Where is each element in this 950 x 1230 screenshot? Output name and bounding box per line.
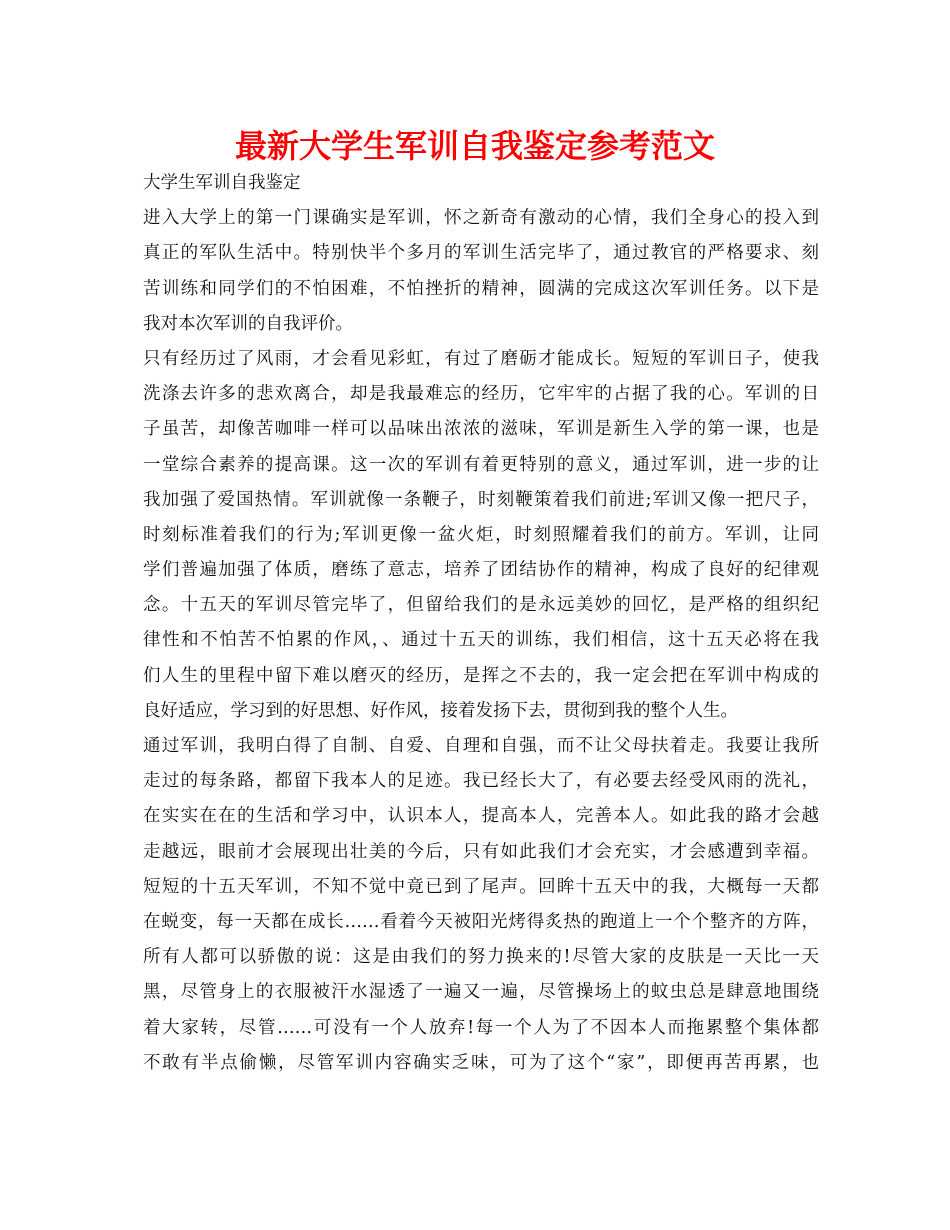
body-text-line: 洗涤去许多的悲欢离合，却是我最难忘的经历，它牢牢的占据了我的心。军训的日 [143,384,819,405]
body-text-line: 真正的军队生活中。特别快半个多月的军训生活完毕了，通过教官的严格要求、刻 [143,243,819,264]
body-text-line: 时刻标准着我们的行为;军训更像一盆火炬，时刻照耀着我们的前方。军训，让同 [143,524,819,545]
body-text-line: 黑，尽管身上的衣服被汗水湿透了一遍又一遍，尽管操场上的蚊虫总是肆意地围绕 [143,982,819,1003]
body-text-line: 们人生的里程中留下难以磨灭的经历，是挥之不去的，我一定会把在军训中构成的 [143,665,819,686]
body-text-line: 只有经历过了风雨，才会看见彩虹，有过了磨砺才能成长。短短的军训日子，使我 [143,348,819,369]
body-text-line: 苦训练和同学们的不怕困难，不怕挫折的精神，圆满的完成这次军训任务。以下是 [143,278,819,299]
body-text-line: 念。十五天的军训尽管完毕了，但留给我们的是永远美妙的回忆，是严格的组织纪 [143,595,819,616]
body-text-line: 学们普遍加强了体质，磨练了意志，培养了团结协作的精神，构成了良好的纪律观 [143,560,819,581]
body-text-line: 律性和不怕苦不怕累的作风，、通过十五天的训练，我们相信，这十五天必将在我 [143,630,819,651]
body-text-line: 短短的十五天军训，不知不觉中竟已到了尾声。回眸十五天中的我，大概每一天都 [143,876,819,897]
document-title: 最新大学生军训自我鉴定参考范文 [234,127,715,165]
body-text-line: 我对本次军训的自我评价。 [143,313,353,334]
document-body [143,166,819,1081]
body-text-line: 着大家转，尽管……可没有一个人放弃!每一个人为了不因本人而拖累整个集体都 [143,1017,819,1038]
body-text-line: 进入大学上的第一门课确实是军训，怀之新奇有激动的心情，我们全身心的投入到 [143,208,819,229]
body-text-line: 走越远，眼前才会展现出壮美的今后，只有如此我们才会充实，才会感遭到幸福。 [143,841,819,862]
body-text-line: 所有人都可以骄傲的说：这是由我们的努力换来的!尽管大家的皮肤是一天比一天 [143,947,819,968]
body-text-line: 在实实在在的生活和学习中，认识本人，提高本人，完善本人。如此我的路才会越 [143,806,819,827]
body-text-line: 一堂综合素养的提高课。这一次的军训有着更特别的意义，通过军训，进一步的让 [143,454,819,475]
body-text-line: 我加强了爱国热情。军训就像一条鞭子，时刻鞭策着我们前进;军训又像一把尺子， [143,489,819,510]
document-subtitle: 大学生军训自我鉴定 [143,173,301,193]
body-text-line: 子虽苦，却像苦咖啡一样可以品味出浓浓的滋味，军训是新生入学的第一课，也是 [143,419,819,440]
body-text-line: 不敢有半点偷懒，尽管军训内容确实乏味，可为了这个“家”，即便再苦再累，也 [143,1052,819,1073]
body-text-line: 走过的每条路，都留下我本人的足迹。我已经长大了，有必要去经受风雨的洗礼， [143,771,819,792]
body-text-line: 在蜕变，每一天都在成长……看着今天被阳光烤得炙热的跑道上一个个整齐的方阵， [143,911,819,932]
body-text-line: 良好适应，学习到的好思想、好作风，接着发扬下去，贯彻到我的整个人生。 [143,700,738,721]
body-text-line: 通过军训，我明白得了自制、自爱、自理和自强，而不让父母扶着走。我要让我所 [143,736,819,756]
